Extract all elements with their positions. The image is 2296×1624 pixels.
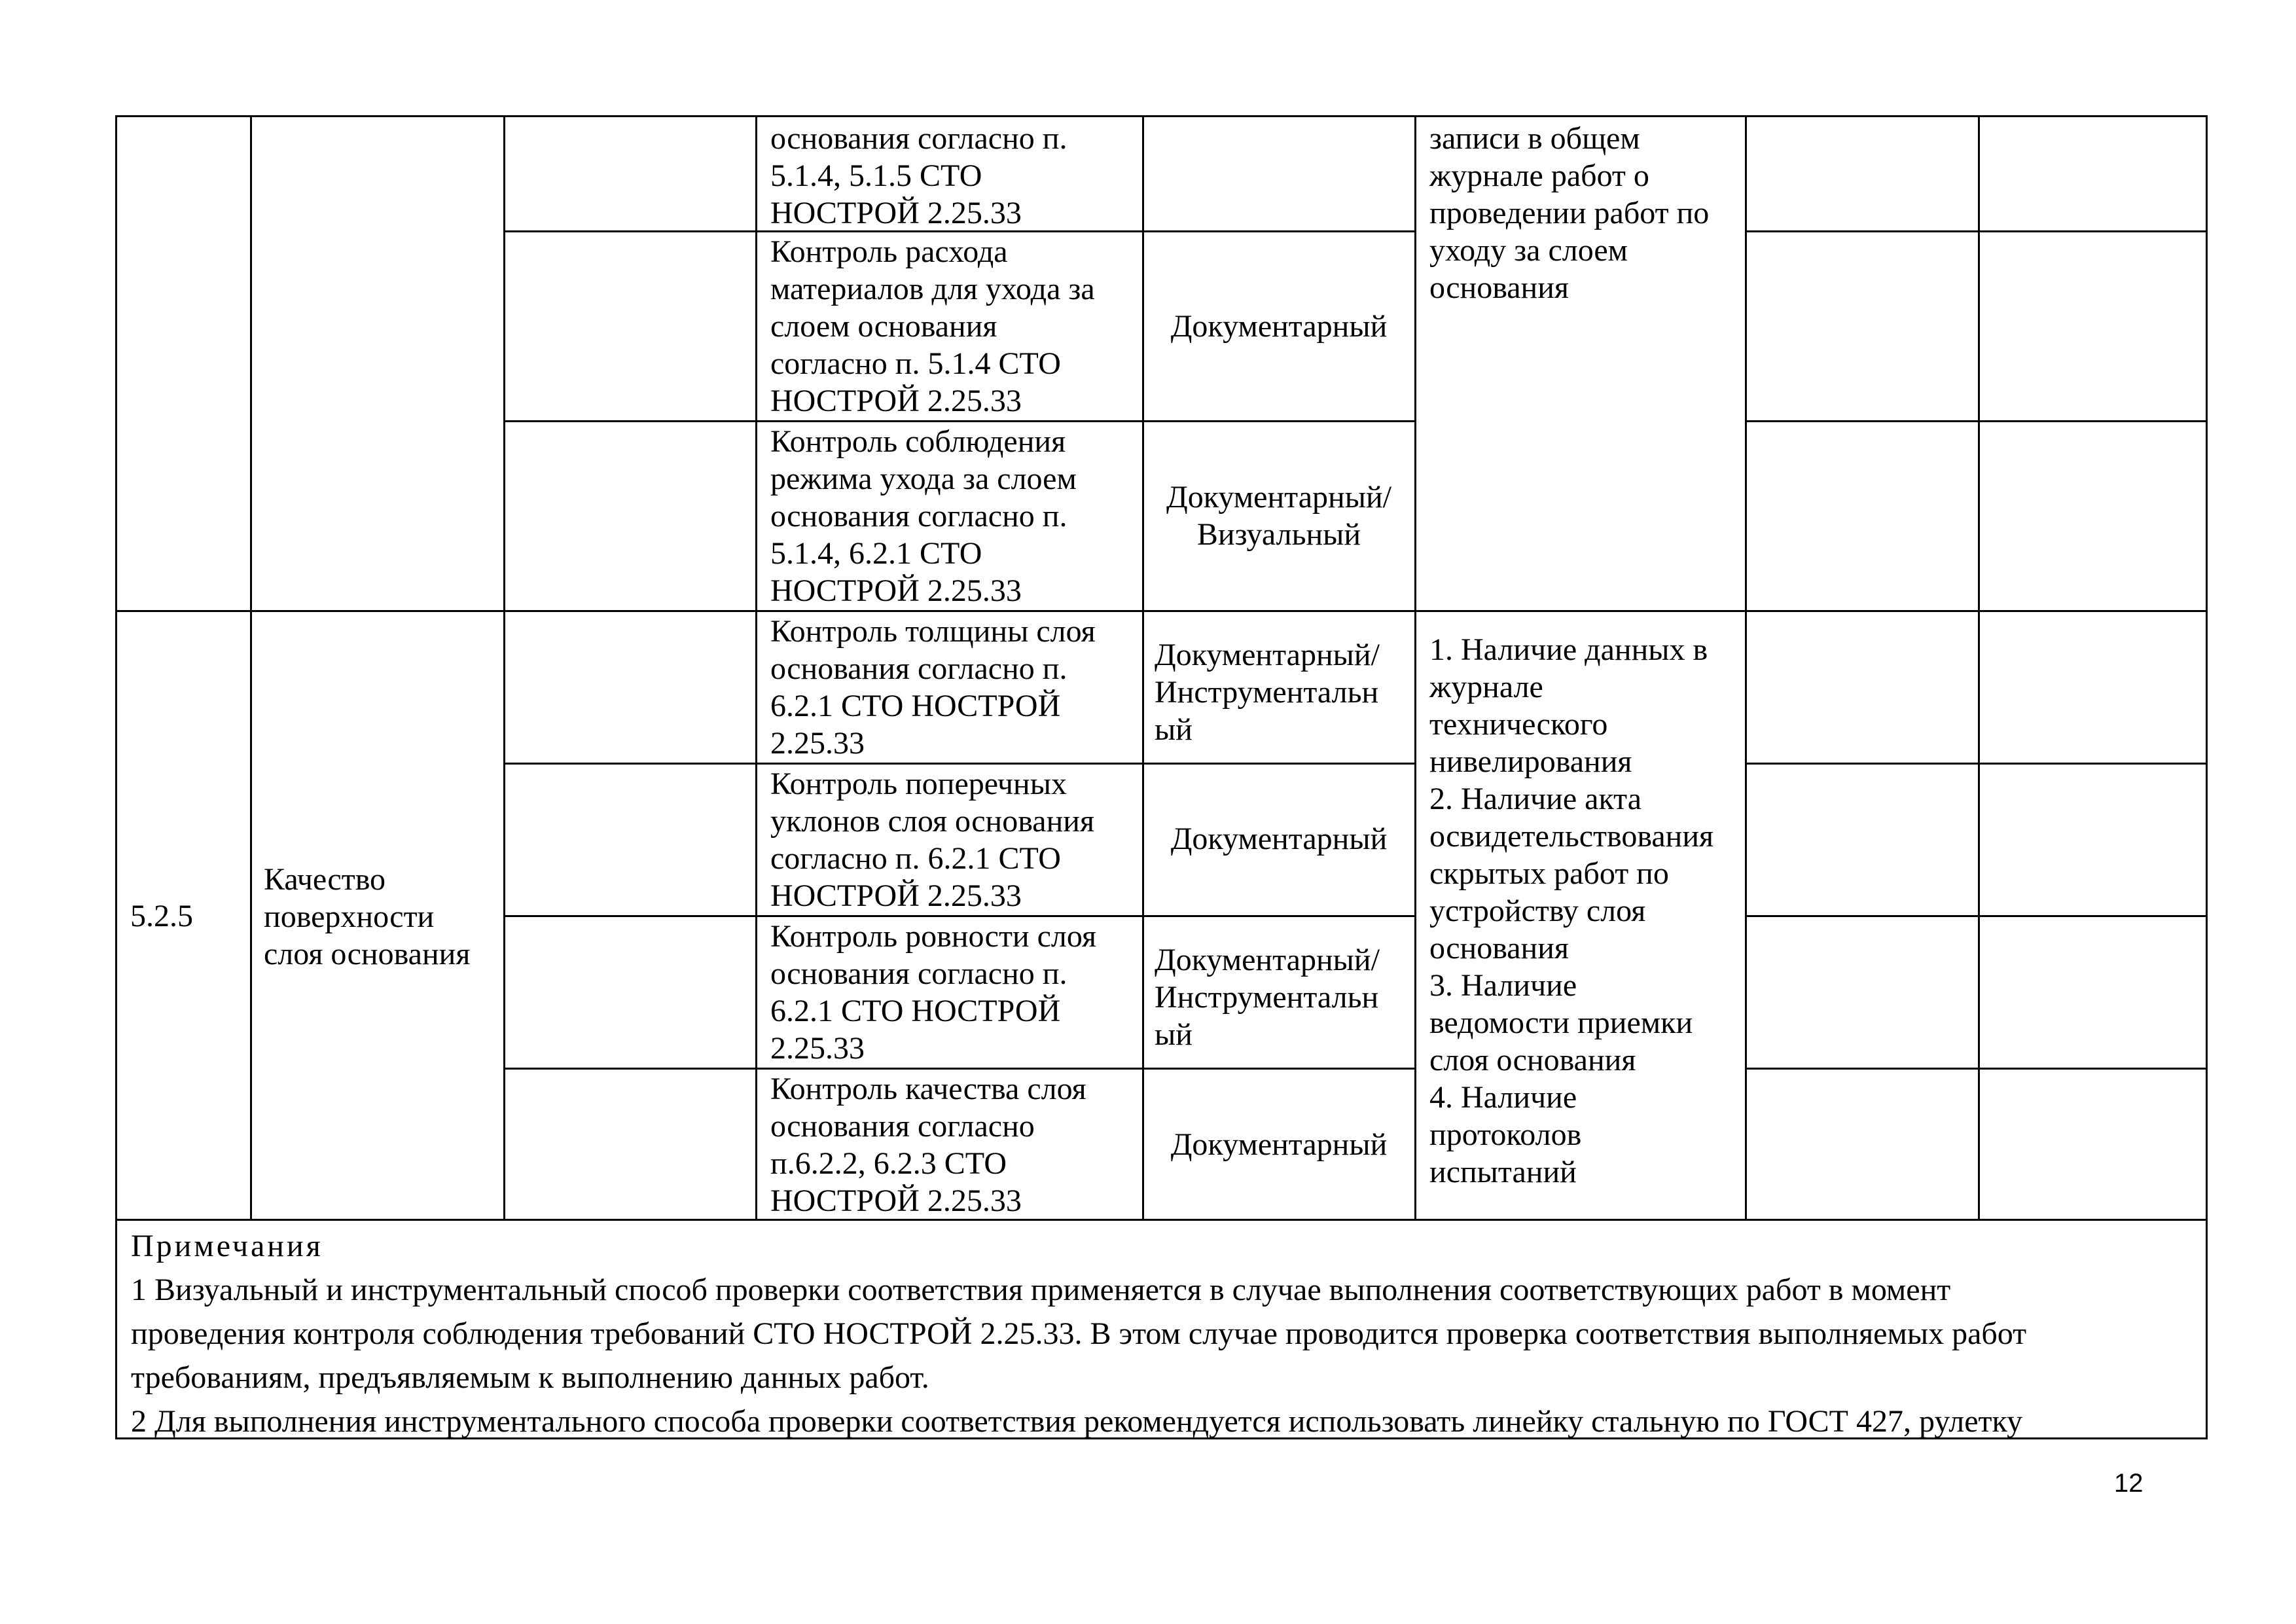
note-line: требованиям, предъявляемым к выполнению данных работ. (131, 1360, 929, 1395)
row-divider (1745, 915, 2206, 917)
control-type: Документарный (1170, 309, 1388, 344)
note-line: 1 Визуальный и инструментальный способ проверки соответствия применяется в случае выполнения соответствующих работ в момент (131, 1272, 1951, 1307)
column-divider (1414, 117, 1416, 1219)
notes-section (131, 1224, 2199, 1443)
inspection-table (115, 115, 2208, 1439)
note-line: 2 Для выполнения инструментального способа проверки соответствия рекомендуется использовать линейку стальную по ГОСТ 427, рулетку (131, 1404, 2023, 1439)
row-divider (503, 420, 1414, 422)
row-divider (117, 610, 2206, 612)
note-line: проведения контроля соблюдения требований СТО НОСТРОЙ 2.25.33. В этом случае проводится проверка соответствия выполняемых работ (131, 1316, 2027, 1351)
page-number: 12 (2114, 1469, 2144, 1498)
control-type: Документарный (1170, 821, 1388, 856)
column-divider (1142, 117, 1144, 1219)
item-number: 5.2.5 (130, 899, 193, 933)
control-method: Контроль толщины слоя основания согласно п. 6.2.1 СТО НОСТРОЙ 2.25.33 (770, 614, 1096, 761)
row-divider (1745, 420, 2206, 422)
row-divider (503, 1068, 1414, 1070)
control-type: Документарный/ Инструментальн ый (1155, 943, 1380, 1052)
row-divider (1745, 763, 2206, 765)
control-type: Документарный/ Визуальный (1166, 480, 1391, 552)
row-divider (1745, 230, 2206, 232)
column-divider (250, 117, 252, 1219)
column-divider (755, 117, 757, 1219)
column-divider (1978, 117, 1980, 1219)
control-method: Контроль качества слоя основания согласно п.6.2.2, 6.2.3 СТО НОСТРОЙ 2.25.33 (770, 1072, 1086, 1218)
column-divider (1745, 117, 1747, 1219)
row-divider (1745, 1068, 2206, 1070)
parameter-name: Качество поверхности слоя основания (264, 862, 471, 971)
control-method: Контроль расхода материалов для ухода за слоем основания согласно п. 5.1.4 СТО НОСТРОЙ 2.25.33 (770, 234, 1095, 418)
evidence-text: записи в общем журнале работ о проведении работ по уходу за слоем основания (1429, 121, 1710, 305)
evidence-text: 1. Наличие данных в журнале технического нивелирования 2. Наличие акта освидетельствования скрытых работ по устройству слоя основания 3. Наличие ведомости приемки слоя основания 4. Наличие протоколов испытаний (1429, 632, 1714, 1189)
row-divider (503, 915, 1414, 917)
control-method: Контроль ровности слоя основания согласно п. 6.2.1 СТО НОСТРОЙ 2.25.33 (770, 919, 1097, 1066)
control-type: Документарный/ Инструментальн ый (1155, 638, 1380, 747)
row-divider (117, 1219, 2206, 1221)
control-method: основания согласно п. 5.1.4, 5.1.5 СТО НОСТРОЙ 2.25.33 (770, 121, 1067, 230)
column-divider (503, 117, 505, 1219)
control-method: Контроль соблюдения режима ухода за слоем основания согласно п. 5.1.4, 6.2.1 СТО НОСТРОЙ 2.25.33 (770, 424, 1077, 608)
row-divider (503, 763, 1414, 765)
control-type: Документарный (1170, 1127, 1388, 1162)
control-method: Контроль поперечных уклонов слоя основания согласно п. 6.2.1 СТО НОСТРОЙ 2.25.33 (770, 767, 1095, 913)
notes-heading: Примечания (131, 1229, 323, 1263)
